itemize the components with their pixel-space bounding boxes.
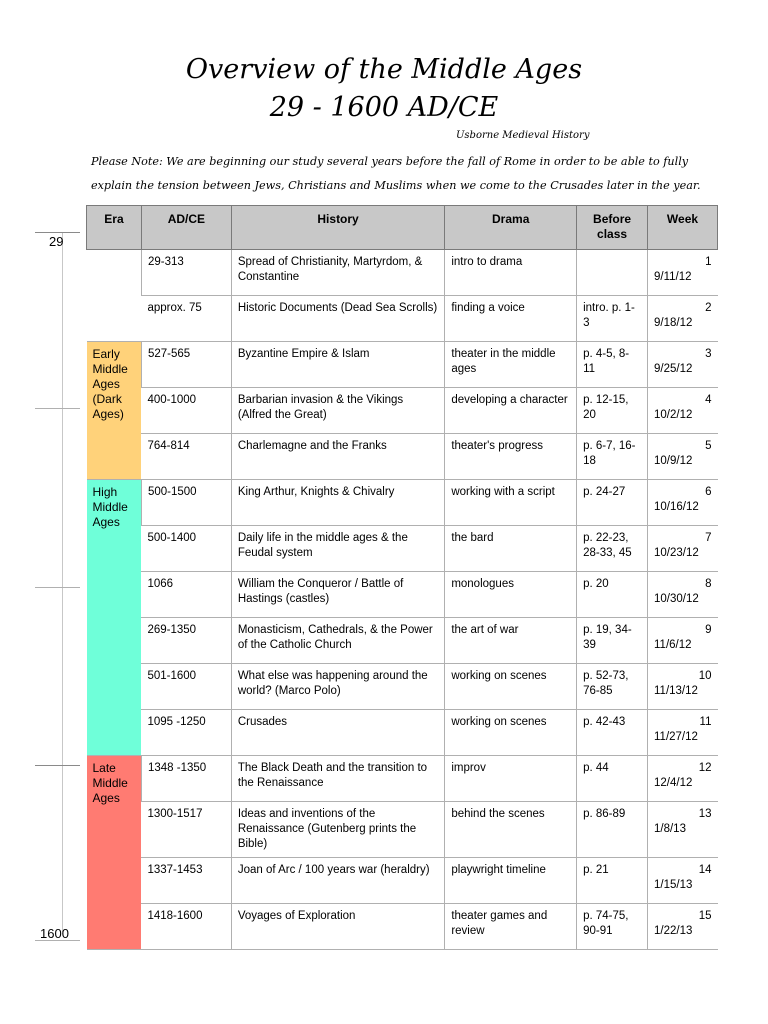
before-class-cell: intro. p. 1-3 [577,296,648,342]
week-date: 11/13/12 [654,685,698,697]
header-before-class: Before class [577,206,648,250]
week-number: 15 [698,910,712,922]
adce-cell: 29-313 [141,250,231,296]
history-cell: The Black Death and the transition to the Renaissance [231,756,445,802]
table-row [87,526,718,572]
week-cell [648,618,718,664]
week-date: 9/11/12 [654,271,692,283]
week-date: 10/30/12 [654,593,699,605]
timeline-tick [35,408,80,409]
week-number: 12 [698,762,712,774]
page-subtitle: 29 - 1600 AD/CE [269,92,499,123]
history-cell: Joan of Arc / 100 years war (heraldry) [231,858,445,904]
timeline-tick [35,587,80,588]
era-cell-high: High Middle Ages [87,480,142,756]
drama-cell: behind the scenes [445,802,577,858]
header-era: Era [87,206,142,250]
week-date: 11/6/12 [654,639,692,651]
week-cell [648,858,718,904]
week-date: 9/18/12 [654,317,693,329]
drama-cell: working with a script [445,480,577,526]
table-row [87,618,718,664]
table-header-row [87,206,718,250]
before-class-cell: p. 24-27 [577,480,648,526]
before-class-cell: p. 44 [577,756,648,802]
note-paragraph: Please Note: We are beginning our study several years before the fall of Rome in order to be able to fully explain the tension between Jews, Christians and Muslims when we come to the Crusades later in the year. [91,155,701,192]
drama-cell: theater in the middle ages [445,342,577,388]
adce-cell: approx. 75 [141,296,231,342]
era-cell-empty [87,250,142,342]
week-number: 1 [705,256,712,268]
adce-cell: 269-1350 [141,618,231,664]
week-cell [648,756,718,802]
adce-cell: 764-814 [141,434,231,480]
schedule-table [86,205,718,950]
table-row [87,904,718,950]
drama-cell: monologues [445,572,577,618]
adce-cell: 1418-1600 [141,904,231,950]
week-cell [648,710,718,756]
timeline-start-label: 29 [49,234,64,249]
table-row [87,664,718,710]
drama-cell: playwright timeline [445,858,577,904]
before-class-cell: p. 6-7, 16-18 [577,434,648,480]
adce-cell: 400-1000 [141,388,231,434]
week-cell [648,664,718,710]
table-row [87,858,718,904]
adce-cell: 527-565 [141,342,231,388]
before-class-cell: p. 86-89 [577,802,648,858]
before-class-cell: p. 21 [577,858,648,904]
history-cell: Crusades [231,710,445,756]
week-cell [648,572,718,618]
week-cell [648,904,718,950]
table-row [87,388,718,434]
adce-cell: 1337-1453 [141,858,231,904]
era-cell-early: Early Middle Ages (Dark Ages) [87,342,142,480]
page-title: Overview of the Middle Ages [185,54,583,85]
week-number: 9 [705,624,712,636]
timeline-axis [62,232,63,932]
table-row [87,342,718,388]
week-cell [648,296,718,342]
week-number: 3 [705,348,712,360]
header-drama: Drama [445,206,577,250]
source-credit: Usborne Medieval History [456,130,590,141]
week-number: 10 [698,670,712,682]
drama-cell: improv [445,756,577,802]
adce-cell: 1300-1517 [141,802,231,858]
table-row [87,572,718,618]
week-number: 2 [705,302,712,314]
week-number: 11 [699,716,712,728]
header-adce: AD/CE [141,206,231,250]
week-cell [648,802,718,858]
before-class-cell: p. 42-43 [577,710,648,756]
week-cell [648,480,718,526]
history-cell: Charlemagne and the Franks [231,434,445,480]
week-number: 6 [705,486,712,498]
week-date: 1/22/13 [654,925,693,937]
adce-cell: 500-1400 [141,526,231,572]
table-row [87,802,718,858]
week-number: 7 [705,532,712,544]
era-cell-late: Late Middle Ages [87,756,142,950]
table-row [87,296,718,342]
week-cell [648,526,718,572]
header-history: History [231,206,445,250]
history-cell: Monasticism, Cathedrals, & the Power of the Catholic Church [231,618,445,664]
week-number: 13 [698,808,712,820]
week-cell [648,388,718,434]
before-class-cell: p. 74-75, 90-91 [577,904,648,950]
drama-cell: developing a character [445,388,577,434]
week-date: 12/4/12 [654,777,693,789]
history-cell: King Arthur, Knights & Chivalry [231,480,445,526]
history-cell: Daily life in the middle ages & the Feudal system [231,526,445,572]
drama-cell: intro to drama [445,250,577,296]
timeline-tick [35,232,80,233]
history-cell: Voyages of Exploration [231,904,445,950]
week-number: 5 [705,440,712,452]
history-cell: Spread of Christianity, Martyrdom, & Constantine [231,250,445,296]
table-row [87,756,718,802]
adce-cell: 501-1600 [141,664,231,710]
week-date: 10/2/12 [654,409,693,421]
drama-cell: theater games and review [445,904,577,950]
table-row [87,434,718,480]
table-row [87,480,718,526]
table-row [87,250,718,296]
week-number: 8 [705,578,712,590]
history-cell: Byzantine Empire & Islam [231,342,445,388]
week-date: 9/25/12 [654,363,693,375]
drama-cell: the bard [445,526,577,572]
history-cell: Barbarian invasion & the Vikings (Alfred the Great) [231,388,445,434]
timeline-end-label: 1600 [40,926,69,941]
before-class-cell: p. 20 [577,572,648,618]
adce-cell: 1348 -1350 [141,756,231,802]
week-date: 11/27/12 [654,731,698,743]
before-class-cell: p. 22-23, 28-33, 45 [577,526,648,572]
week-date: 1/15/13 [654,879,693,891]
history-cell: Historic Documents (Dead Sea Scrolls) [231,296,445,342]
week-date: 1/8/13 [654,823,686,835]
before-class-cell: p. 4-5, 8-11 [577,342,648,388]
before-class-cell: p. 52-73, 76-85 [577,664,648,710]
week-number: 14 [698,864,712,876]
drama-cell: finding a voice [445,296,577,342]
drama-cell: theater's progress [445,434,577,480]
before-class-cell: p. 12-15, 20 [577,388,648,434]
adce-cell: 500-1500 [141,480,231,526]
header-week: Week [648,206,718,250]
week-date: 10/16/12 [654,501,699,513]
drama-cell: working on scenes [445,710,577,756]
adce-cell: 1095 -1250 [141,710,231,756]
before-class-cell [577,250,648,296]
week-cell [648,434,718,480]
timeline-tick [35,765,80,766]
week-cell [648,342,718,388]
history-cell: What else was happening around the world? (Marco Polo) [231,664,445,710]
history-cell: Ideas and inventions of the Renaissance (Gutenberg prints the Bible) [231,802,445,858]
drama-cell: working on scenes [445,664,577,710]
history-cell: William the Conqueror / Battle of Hastings (castles) [231,572,445,618]
week-number: 4 [705,394,712,406]
week-cell [648,250,718,296]
before-class-cell: p. 19, 34-39 [577,618,648,664]
adce-cell: 1066 [141,572,231,618]
drama-cell: the art of war [445,618,577,664]
timeline-bar [0,0,90,1024]
table-row [87,710,718,756]
week-date: 10/23/12 [654,547,699,559]
week-date: 10/9/12 [654,455,693,467]
